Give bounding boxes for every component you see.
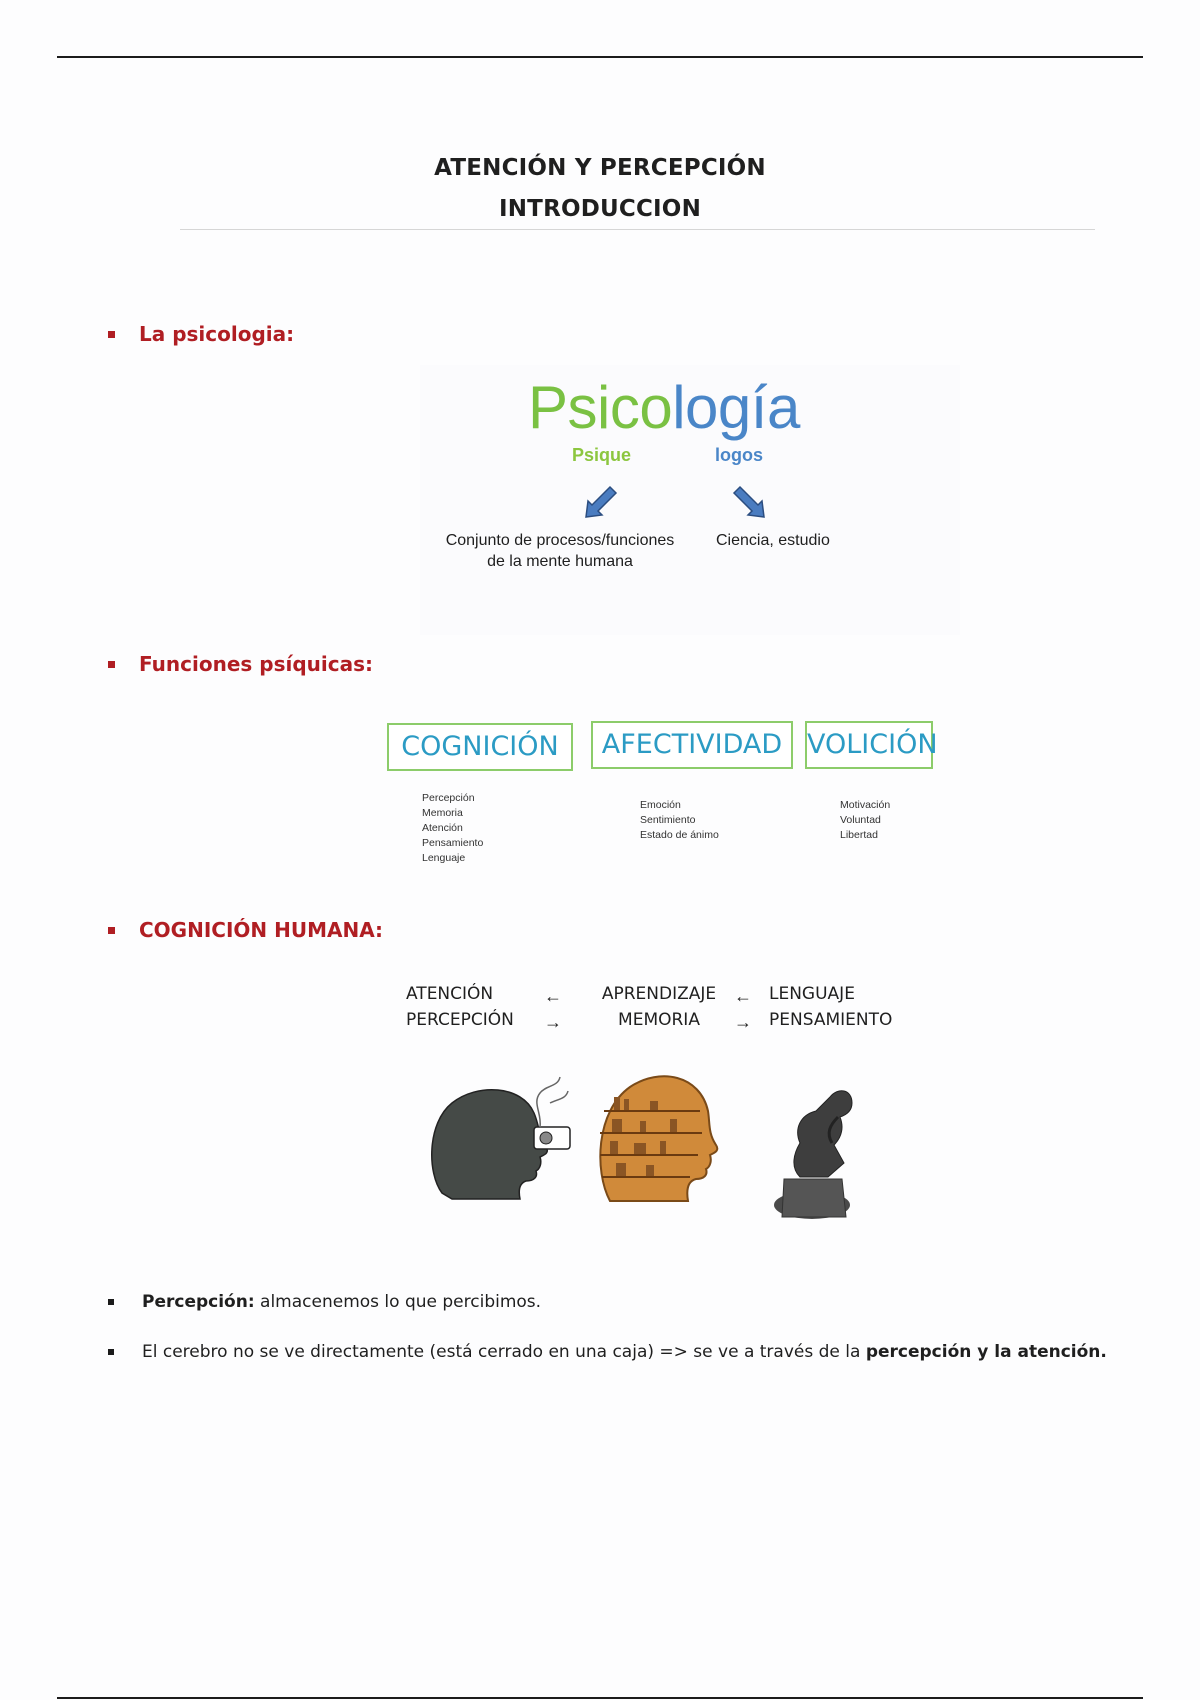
bold-term: Percepción: [142, 1292, 255, 1312]
top-rule [57, 56, 1143, 58]
bullet-square-icon [108, 331, 115, 338]
box-cognicion: COGNICIÓN [387, 723, 573, 771]
col-aprendizaje-memoria [594, 981, 724, 1033]
list-item: Sentimiento [640, 814, 696, 826]
bold-term: percepción y la atención. [865, 1342, 1107, 1362]
heading-label: La psicologia: [139, 322, 295, 346]
psique-definition: Conjunto de procesos/funciones de la mente humana [445, 532, 675, 570]
arrows-2 [734, 983, 752, 1035]
list-item: Lenguaje [422, 852, 466, 864]
list-item: Libertad [840, 829, 878, 841]
arrow-down-left-icon [580, 483, 620, 523]
logia-part: logía [672, 374, 800, 441]
psicologia-figure [420, 365, 960, 635]
logos-label: logos [715, 445, 763, 465]
list-item: Motivación [840, 799, 891, 811]
col-item: PENSAMIENTO [769, 1010, 893, 1030]
paragraph-body: El cerebro no se ve directamente (está cerrado en una caja) => se ve a través de la [142, 1342, 866, 1362]
paragraph-percepcion [108, 1292, 541, 1312]
title-line-2: INTRODUCCION [498, 196, 702, 222]
funciones-figure [380, 715, 970, 865]
paragraph-body: almacenemos lo que percibimos. [254, 1292, 542, 1312]
list-item: Percepción [422, 792, 475, 804]
list-item: Voluntad [840, 814, 881, 826]
list-item: Emoción [640, 799, 681, 811]
paragraph-cerebro [108, 1342, 1107, 1362]
heading-label: Funciones psíquicas: [139, 652, 374, 676]
section-heading-cognicion [108, 918, 383, 942]
cognicion-figure [400, 975, 920, 1235]
bullet-square-icon [108, 661, 115, 668]
arrows-1 [544, 983, 562, 1035]
section-heading-funciones [108, 652, 373, 676]
list-item: Atención [422, 822, 463, 834]
arrow-down-right-icon [732, 483, 772, 523]
col-lenguaje-pensamiento [769, 981, 892, 1033]
title-line-1: ATENCIÓN Y PERCEPCIÓN [434, 155, 766, 181]
list-item: Estado de ánimo [640, 829, 719, 841]
col-item: APRENDIZAJE [601, 984, 717, 1004]
arrow-left-icon: ← [734, 986, 752, 1006]
cognicion-items [422, 791, 483, 866]
arrow-left-icon: ← [544, 986, 562, 1006]
arrow-right-icon: → [544, 1012, 562, 1032]
afectividad-items [640, 798, 719, 843]
col-item: MEMORIA [618, 1010, 700, 1030]
bookshelf-head-icon [590, 1061, 740, 1221]
bullet-square-icon [108, 1349, 114, 1355]
col-item: PERCEPCIÓN [406, 1010, 514, 1030]
psicologia-word [528, 373, 800, 442]
list-item: Memoria [422, 807, 463, 819]
col-item: LENGUAJE [769, 984, 855, 1004]
psico-part: Psico [528, 374, 673, 441]
bullet-square-icon [108, 927, 115, 934]
list-item: Pensamiento [422, 837, 484, 849]
page-title [0, 148, 1200, 230]
head-camera-icon [422, 1063, 582, 1223]
heading-label: COGNICIÓN HUMANA: [139, 918, 384, 942]
thinker-statue-icon [760, 1067, 880, 1227]
box-afectividad: AFECTIVIDAD [591, 721, 793, 769]
col-item: ATENCIÓN [406, 984, 494, 1004]
col-atencion-percepcion [406, 981, 514, 1033]
bullet-square-icon [108, 1299, 114, 1305]
box-volicion: VOLICIÓN [805, 721, 933, 769]
section-heading-psicologia [108, 322, 294, 346]
title-underline [180, 229, 1095, 230]
arrow-right-icon: → [734, 1012, 752, 1032]
psique-label: Psique [572, 445, 632, 465]
paragraph-text [142, 1292, 541, 1312]
volicion-items [840, 798, 890, 843]
logos-definition: Ciencia, estudio [716, 532, 830, 549]
bottom-rule [57, 1697, 1143, 1699]
paragraph-text [142, 1342, 1107, 1362]
